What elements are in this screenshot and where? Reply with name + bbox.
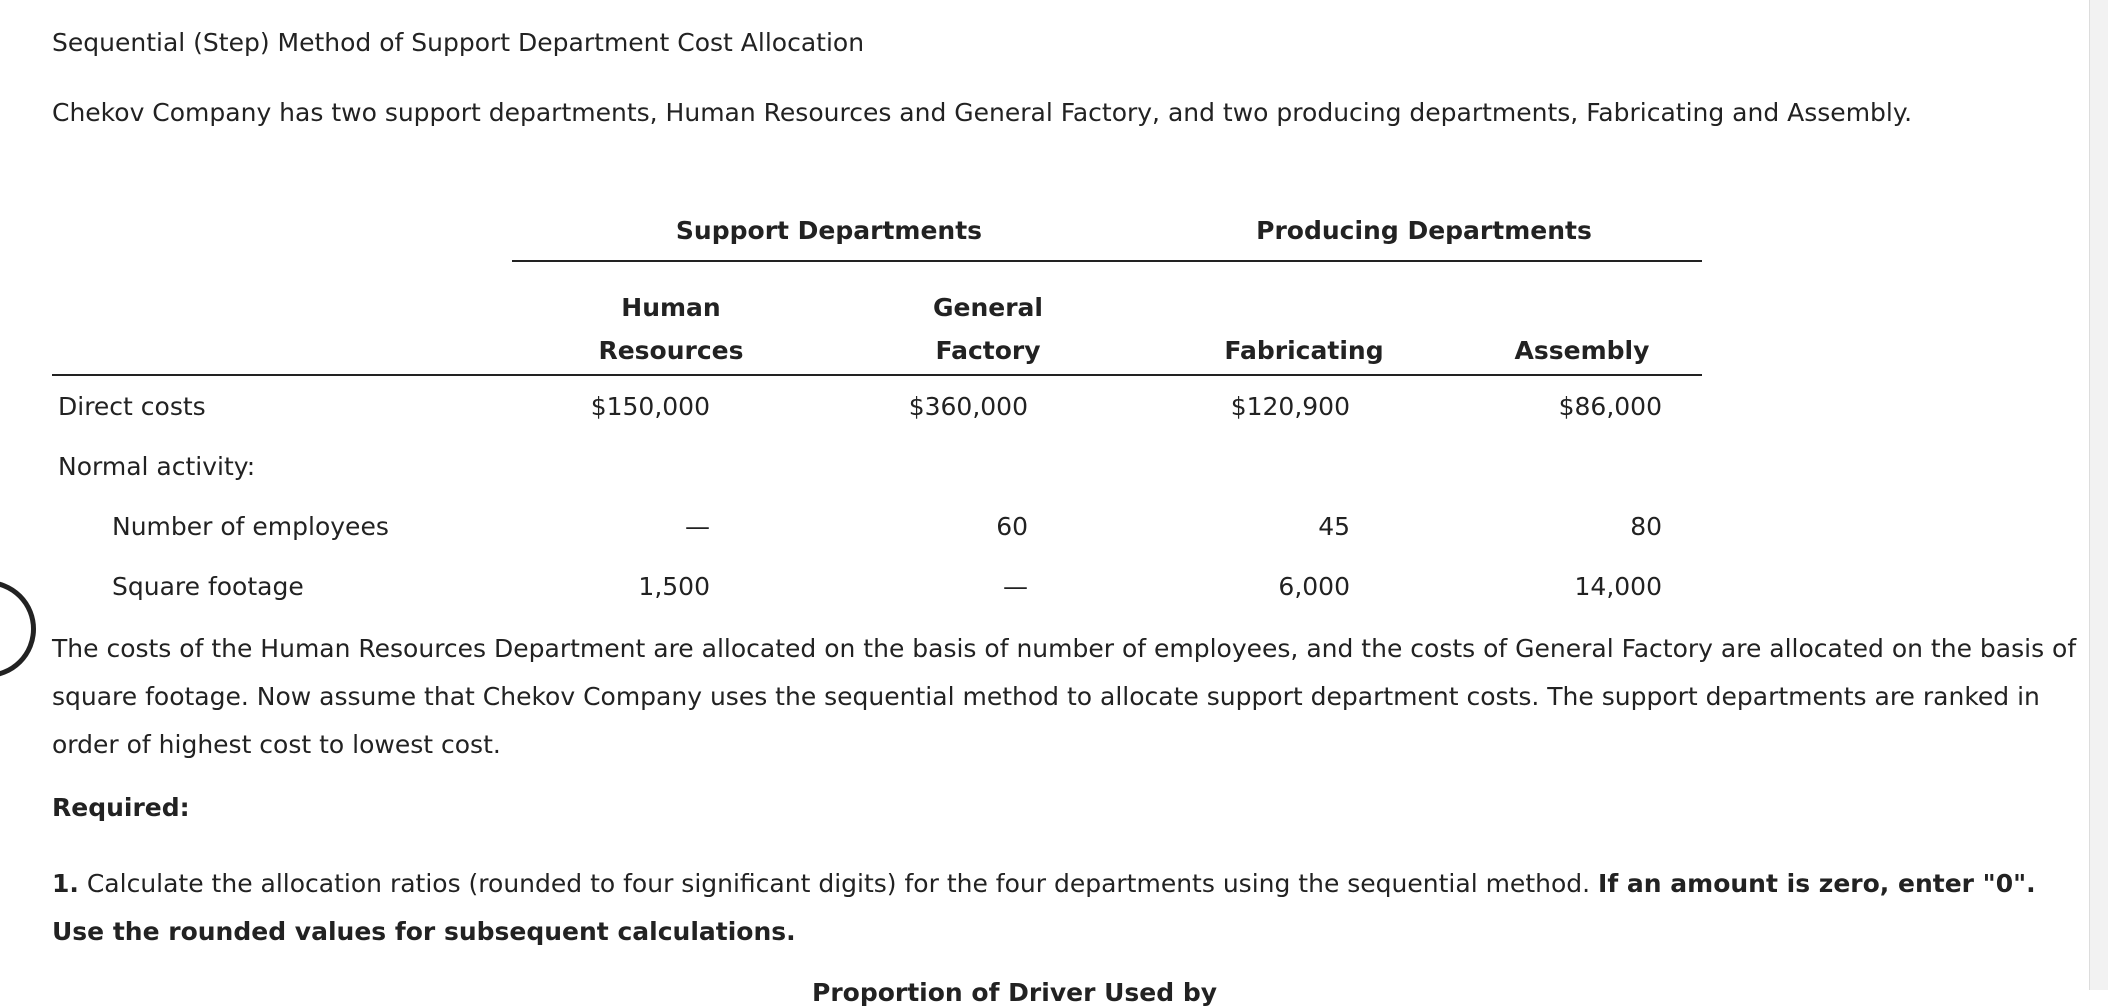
- page-title: Sequential (Step) Method of Support Department Cost Allocation: [52, 28, 865, 57]
- cell-value: 60: [996, 511, 1028, 541]
- gf-header-line2: Factory: [830, 326, 1146, 375]
- question-number: 1.: [52, 869, 79, 898]
- support-departments-header: Support Departments: [512, 200, 1146, 261]
- table-row-employees: [52, 496, 1702, 556]
- cell-value: —: [685, 511, 710, 541]
- proportion-heading: Proportion of Driver Used by: [812, 978, 1218, 1007]
- cost-data-table: [52, 200, 1702, 616]
- cell-value: $86,000: [1558, 391, 1662, 421]
- table-row-direct-costs: [52, 375, 1702, 436]
- question-instruction: If an amount is zero, enter "0". Use the rounded values for subsequent calculations.: [52, 869, 2036, 946]
- row-label: Direct costs: [58, 391, 206, 421]
- row-label: Number of employees: [112, 511, 389, 541]
- hr-header-line1: Human: [621, 293, 721, 322]
- table-row-square-footage: [52, 556, 1702, 616]
- vertical-scrollbar[interactable]: [2089, 0, 2108, 990]
- fabricating-header: Fabricating: [1146, 326, 1462, 375]
- cell-value: 14,000: [1574, 571, 1662, 601]
- cell-value: 1,500: [638, 571, 710, 601]
- row-label: Normal activity:: [58, 451, 256, 481]
- table-row-normal-activity: [52, 436, 1702, 496]
- cell-value: $120,900: [1230, 391, 1350, 421]
- cell-value: 80: [1630, 511, 1662, 541]
- producing-departments-header: Producing Departments: [1146, 200, 1702, 261]
- question-text: Calculate the allocation ratios (rounded to four significant digits) for the four departments using the sequential method.: [78, 869, 1599, 898]
- cell-value: 6,000: [1278, 571, 1350, 601]
- cell-value: 45: [1318, 511, 1350, 541]
- assembly-header: Assembly: [1462, 326, 1702, 375]
- required-label: Required:: [52, 793, 190, 822]
- cell-value: —: [1003, 571, 1028, 601]
- question-1: [52, 860, 2082, 956]
- allocation-basis-paragraph: The costs of the Human Resources Department are allocated on the basis of number of employees, and the costs of General Factory are allocated on the basis of square footage. Now assume that Chekov Company uses the sequential method to allocate support department costs. The support departments are ranked in order of highest cost to lowest cost.: [52, 634, 2077, 759]
- intro-text: Chekov Company has two support departments, Human Resources and General Factory, and two producing departments, Fabricating and Assembly.: [52, 98, 1913, 127]
- hr-header-line2: Resources: [512, 326, 830, 375]
- gf-header-line1: General: [933, 293, 1043, 322]
- cell-value: $150,000: [590, 391, 710, 421]
- cell-value: $360,000: [908, 391, 1028, 421]
- circle-icon: [0, 580, 36, 678]
- row-label: Square footage: [112, 571, 304, 601]
